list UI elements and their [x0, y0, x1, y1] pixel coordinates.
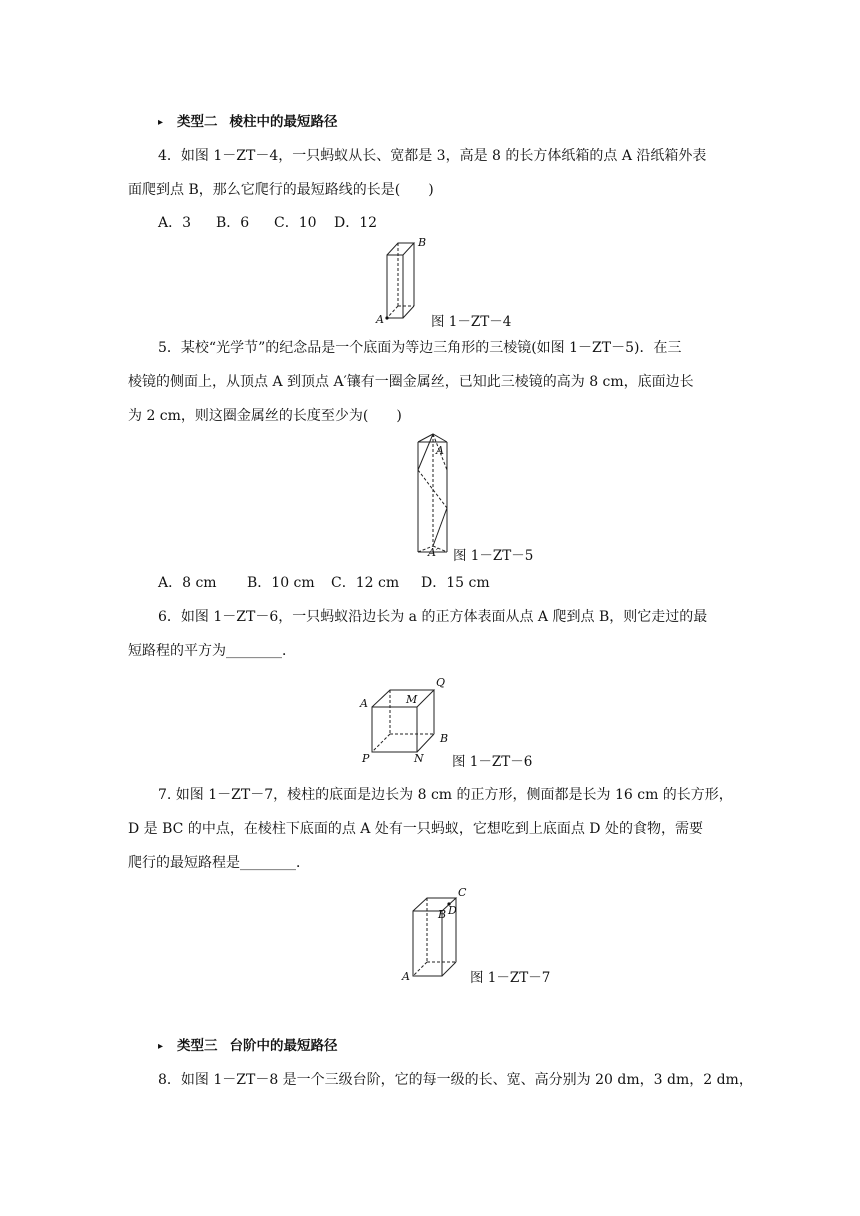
q5-line-1: 5．某校“光学节”的纪念品是一个底面为等边三角形的三棱镜(如图 1－ZT－5)．在三: [158, 340, 682, 356]
q5-option-b: B．10 cm: [247, 575, 315, 591]
section-heading-type3: [158, 1036, 338, 1057]
q6-line-1: 6．如图 1－ZT－6，一只蚂蚁沿边长为 a 的正方体表面从点 A 爬到点 B，则它走过的最: [158, 609, 708, 625]
figure-1-zt-4: [376, 238, 536, 330]
q5-option-d: D．15 cm: [421, 575, 490, 591]
label-b: B: [440, 732, 449, 745]
label-p: P: [362, 752, 370, 765]
section-label: 类型三: [177, 1038, 218, 1054]
q4-option-a: A．3: [158, 215, 192, 231]
section-label: 类型二: [177, 114, 218, 130]
section-title: 台阶中的最短路径: [229, 1038, 338, 1054]
label-c: C: [458, 886, 467, 899]
figure-caption: 图 1－ZT－7: [470, 970, 551, 986]
label-n: N: [414, 752, 424, 765]
triangle-bullet-icon: ▸: [158, 117, 164, 128]
label-m: M: [406, 693, 418, 706]
label-d: D: [448, 904, 457, 917]
triangle-bullet-icon: ▸: [158, 1041, 164, 1052]
q4-option-d: D．12: [334, 215, 378, 231]
cube-diagram: [356, 676, 456, 766]
q5-option-c: C．12 cm: [331, 575, 400, 591]
label-q: Q: [436, 676, 446, 689]
q4-option-b: B．6: [216, 215, 250, 231]
label-a: A: [402, 970, 410, 983]
label-a: A: [376, 313, 384, 326]
label-a-prime: A′: [428, 546, 439, 559]
q6-line-2: 短路程的平方为________．: [128, 643, 296, 659]
q8-line-1: 8．如图 1－ZT－8 是一个三级台阶，它的每一级的长、宽、高分别为 20 dm，3 dm，2 dm，: [158, 1072, 753, 1088]
figure-caption: 图 1－ZT－4: [431, 314, 512, 330]
q4-line-1: 4．如图 1－ZT－4，一只蚂蚁从长、宽都是 3，高是 8 的长方体纸箱的点 A 沿纸箱外表: [158, 148, 707, 164]
section-title: 棱柱中的最短路径: [229, 114, 338, 130]
q4-option-c: C．10: [274, 215, 317, 231]
label-b: B: [418, 236, 427, 249]
q7-line-1: 7. 如图 1－ZT－7，棱柱的底面是边长为 8 cm 的正方形，侧面都是长为 16 cm 的长方形，: [158, 787, 733, 803]
q4-line-2: 面爬到点 B，那么它爬行的最短路线的长是( ): [128, 182, 434, 198]
q7-line-3: 爬行的最短路程是________．: [128, 855, 310, 871]
label-a: A: [360, 697, 368, 710]
q7-line-2: D 是 BC 的中点，在棱柱下底面的点 A 处有一只蚂蚁，它想吃到上底面点 D 处的食物，需要: [128, 821, 703, 837]
q5-options: [158, 573, 490, 593]
label-b: B: [438, 908, 447, 921]
section-heading-type2: [158, 112, 338, 133]
figure-1-zt-7: [398, 886, 568, 986]
figure-caption: 图 1－ZT－5: [453, 548, 534, 564]
figure-1-zt-5: [412, 430, 552, 564]
q4-options: [158, 213, 377, 233]
q5-line-3: 为 2 cm，则这圈金属丝的长度至少为( ): [128, 408, 402, 424]
q5-line-2: 棱镜的侧面上，从顶点 A 到顶点 A′镶有一圈金属丝，已知此三棱镜的高为 8 cm，底面边长: [128, 374, 694, 390]
q5-option-a: A．8 cm: [158, 575, 217, 591]
figure-1-zt-6: [356, 676, 556, 768]
label-a: A: [436, 444, 444, 457]
figure-caption: 图 1－ZT－6: [452, 754, 533, 770]
